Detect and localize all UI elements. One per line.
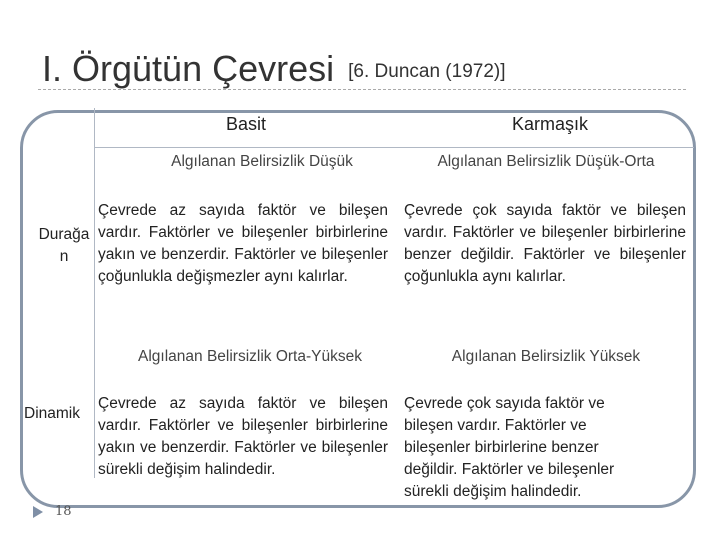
cell-dynamic-simple-text: Çevrede az sayıda faktör ve bileşen vardır. Faktörler ve bileşenler birbirlerine yakın ve benzerdir. Faktörler ve bileşenler sürekli değişim halindedir.	[98, 395, 388, 478]
column-header-complex: Karmaşık	[511, 114, 589, 134]
cell-static-complex-text: Çevrede çok sayıda faktör ve bileşen vardır. Faktörler ve bileşenler birbirlerine benzer değildir. Faktörler ve bileşenler çoğunlukla aynı kalırlar.	[404, 202, 686, 285]
cell-static-simple-text: Çevrede az sayıda faktör ve bileşen vardır. Faktörler ve bileşenler birbirlerine yakın ve benzerdir. Faktörler ve bileşenler çoğunlukla değişmezler aynı kalırlar.	[98, 202, 388, 285]
category-low-moderate-uncertainty: Algılanan Belirsizlik Düşük-Orta	[437, 153, 655, 170]
column-header-simple: Basit	[225, 114, 267, 134]
title-divider	[38, 89, 686, 90]
slide-title	[42, 48, 506, 90]
title-citation: [6. Duncan (1972)]	[348, 61, 506, 82]
row-header-dynamic: Dinamik	[24, 405, 80, 422]
title-text: I. Örgütün Çevresi	[42, 48, 335, 89]
column-header-divider	[94, 147, 694, 148]
cell-dynamic-complex-text: Çevrede çok sayıda faktör ve bileşen vardır. Faktörler ve bileşenler birbirlerine benzer değildir. Faktörler ve bileşenler sürekli değişim halindedir.	[404, 395, 615, 500]
category-low-uncertainty: Algılanan Belirsizlik Düşük	[171, 153, 353, 170]
category-moderate-high-uncertainty: Algılanan Belirsizlik Orta-Yüksek	[138, 348, 362, 365]
slide-number: 18	[55, 504, 72, 519]
slide-bullet-arrow-icon	[33, 506, 43, 518]
category-high-uncertainty: Algılanan Belirsizlik Yüksek	[451, 348, 641, 365]
row-header-static: Durağan	[38, 226, 90, 265]
